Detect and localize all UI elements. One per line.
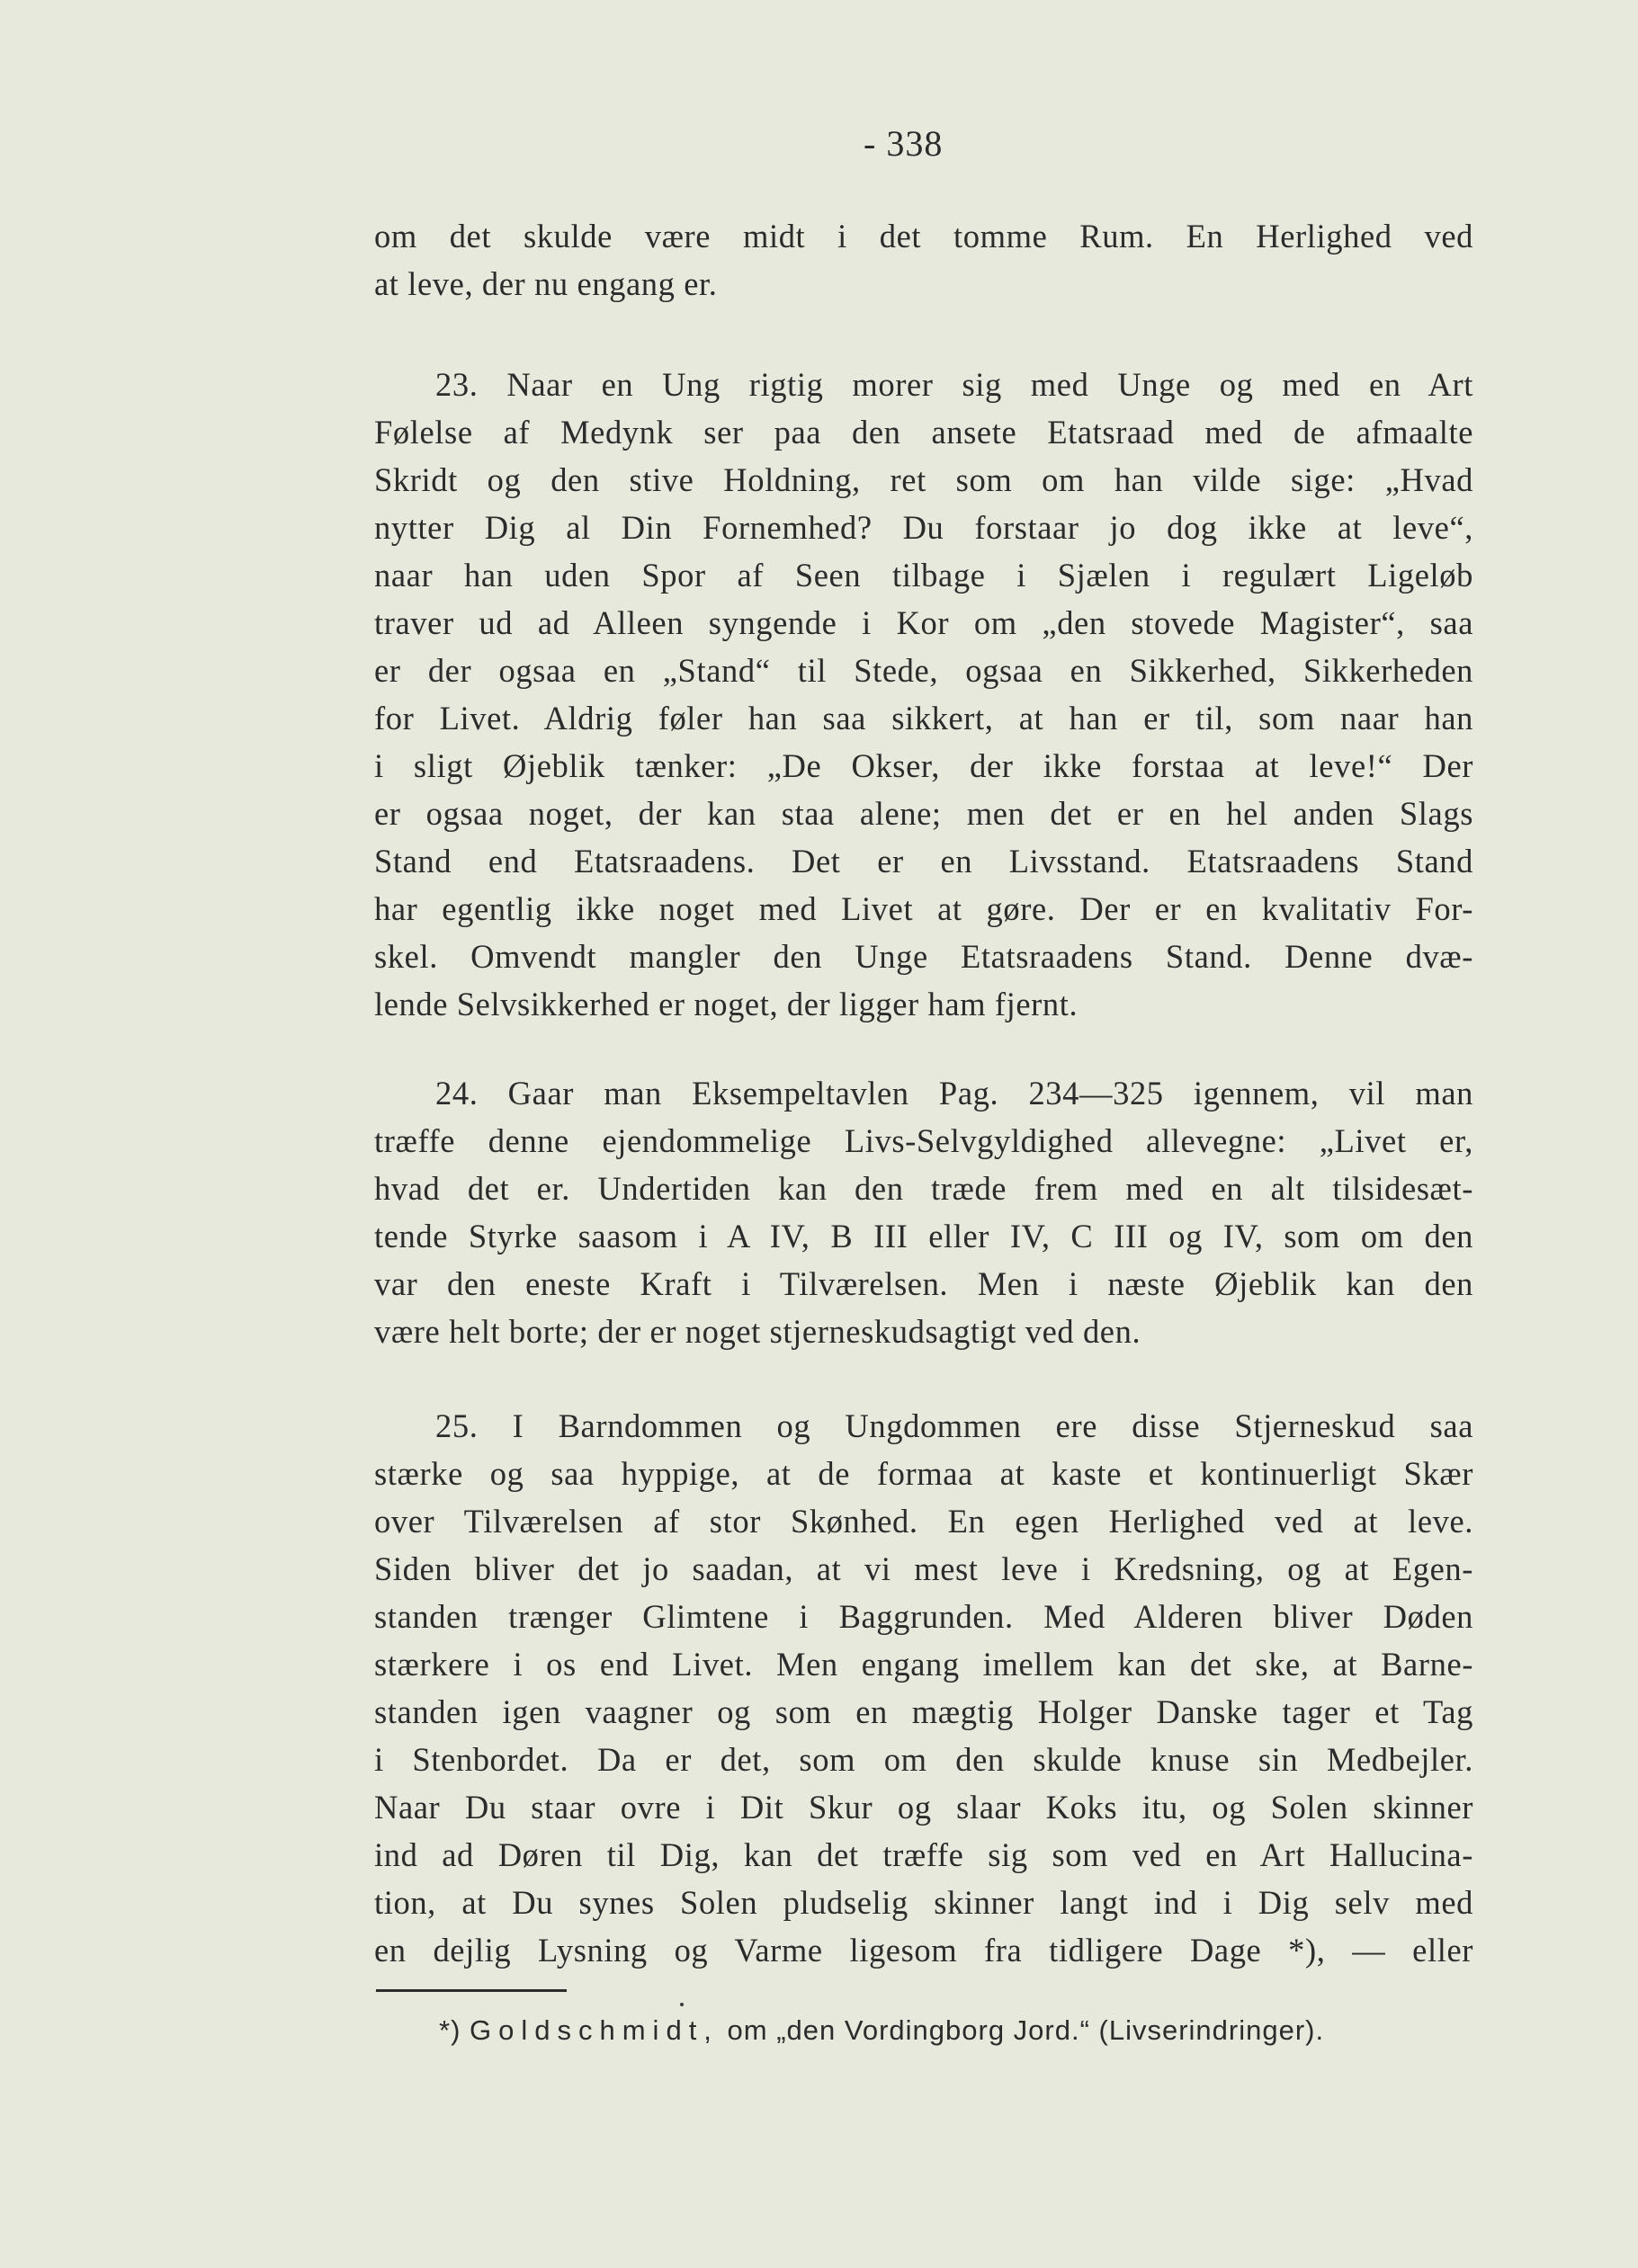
- text-line: har egentlig ikke noget med Livet at gøre. Der er en kvalitativ For-: [374, 890, 1473, 927]
- text-line: standen trænger Glimtene i Baggrunden. Med Alderen bliver Døden: [374, 1598, 1473, 1635]
- text-line: at leve, der nu engang er.: [374, 265, 718, 302]
- text-line: stærkere i os end Livet. Men engang imellem kan det ske, at Barne-: [374, 1646, 1473, 1683]
- text-line: stærke og saa hyppige, at de formaa at kaste et kontinuerligt Skær: [374, 1455, 1473, 1492]
- footnote-marker: *): [439, 2014, 461, 2046]
- text-line: ind ad Døren til Dig, kan det træffe sig som ved en Art Hallucina-: [374, 1836, 1473, 1873]
- text-line: tende Styrke saasom i A IV, B III eller IV, C III og IV, som om den: [374, 1218, 1473, 1255]
- text-line: lende Selvsikkerhed er noget, der ligger ham fjernt.: [374, 986, 1079, 1022]
- text-line: i sligt Øjeblik tænker: „De Okser, der ikke forstaa at leve!“ Der: [374, 747, 1473, 784]
- text-line: Stand end Etatsraadens. Det er en Livsstand. Etatsraadens Stand: [374, 843, 1473, 880]
- paragraph-25: [374, 1402, 1473, 1974]
- text-line: standen igen vaagner og som en mægtig Holger Danske tager et Tag: [374, 1693, 1473, 1730]
- footnote-divider: [376, 1989, 567, 1992]
- text-line: en dejlig Lysning og Varme ligesom fra tidligere Dage *), — eller: [374, 1932, 1473, 1969]
- text-line: er ogsaa noget, der kan staa alene; men det er en hel anden Slags: [374, 795, 1473, 832]
- text-line: i Stenbordet. Da er det, som om den skulde knuse sin Medbejler.: [374, 1741, 1473, 1778]
- text-line: traver ud ad Alleen syngende i Kor om „den stovede Magister“, saa: [374, 604, 1473, 641]
- paragraph-24: [374, 1069, 1473, 1355]
- paragraph-23: [374, 361, 1473, 1028]
- footnote: [439, 2008, 1324, 2053]
- text-line: over Tilværelsen af stor Skønhed. En egen Herlighed ved at leve.: [374, 1503, 1473, 1540]
- text-line: nytter Dig al Din Fornemhed? Du forstaar jo dog ikke at leve“,: [374, 509, 1473, 546]
- text-line: træffe denne ejendommelige Livs-Selvgyldighed allevegne: „Livet er,: [374, 1122, 1473, 1159]
- text-line: 25. I Barndommen og Ungdommen ere disse Stjerneskud saa: [435, 1407, 1473, 1444]
- footnote-text: om „den Vordingborg Jord.“ (Livserindringer).: [727, 2014, 1325, 2046]
- text-line: Følelse af Medynk ser paa den ansete Etatsraad med de afmaalte: [374, 414, 1473, 451]
- text-line: skel. Omvendt mangler den Unge Etatsraadens Stand. Denne dvæ-: [374, 938, 1473, 975]
- text-line: Skridt og den stive Holdning, ret som om han vilde sige: „Hvad: [374, 461, 1473, 498]
- text-line: er der ogsaa en „Stand“ til Stede, ogsaa en Sikkerhed, Sikkerheden: [374, 652, 1473, 689]
- text-line: om det skulde være midt i det tomme Rum. En Herlighed ved: [374, 218, 1473, 254]
- footnote-author: Goldschmidt,: [470, 2014, 719, 2046]
- text-line: tion, at Du synes Solen pludselig skinner langt ind i Dig selv med: [374, 1884, 1473, 1921]
- text-line: for Livet. Aldrig føler han saa sikkert, at han er til, som naar han: [374, 700, 1473, 737]
- paragraph-continuation: [374, 212, 1473, 308]
- text-line: Siden bliver det jo saadan, at vi mest leve i Kredsning, og at Egen-: [374, 1550, 1473, 1587]
- text-line: naar han uden Spor af Seen tilbage i Sjælen i regulært Ligeløb: [374, 557, 1473, 594]
- page-number: - 338: [864, 123, 944, 164]
- text-line: 24. Gaar man Eksempeltavlen Pag. 234—325 igennem, vil man: [435, 1075, 1473, 1112]
- print-speck: [680, 2003, 684, 2006]
- text-line: var den eneste Kraft i Tilværelsen. Men i næste Øjeblik kan den: [374, 1265, 1473, 1302]
- text-line: 23. Naar en Ung rigtig morer sig med Unge og med en Art: [435, 366, 1473, 403]
- text-line: Naar Du staar ovre i Dit Skur og slaar Koks itu, og Solen skinner: [374, 1789, 1473, 1826]
- text-line: være helt borte; der er noget stjerneskudsagtigt ved den.: [374, 1313, 1141, 1350]
- text-line: hvad det er. Undertiden kan den træde frem med en alt tilsidesæt-: [374, 1170, 1473, 1207]
